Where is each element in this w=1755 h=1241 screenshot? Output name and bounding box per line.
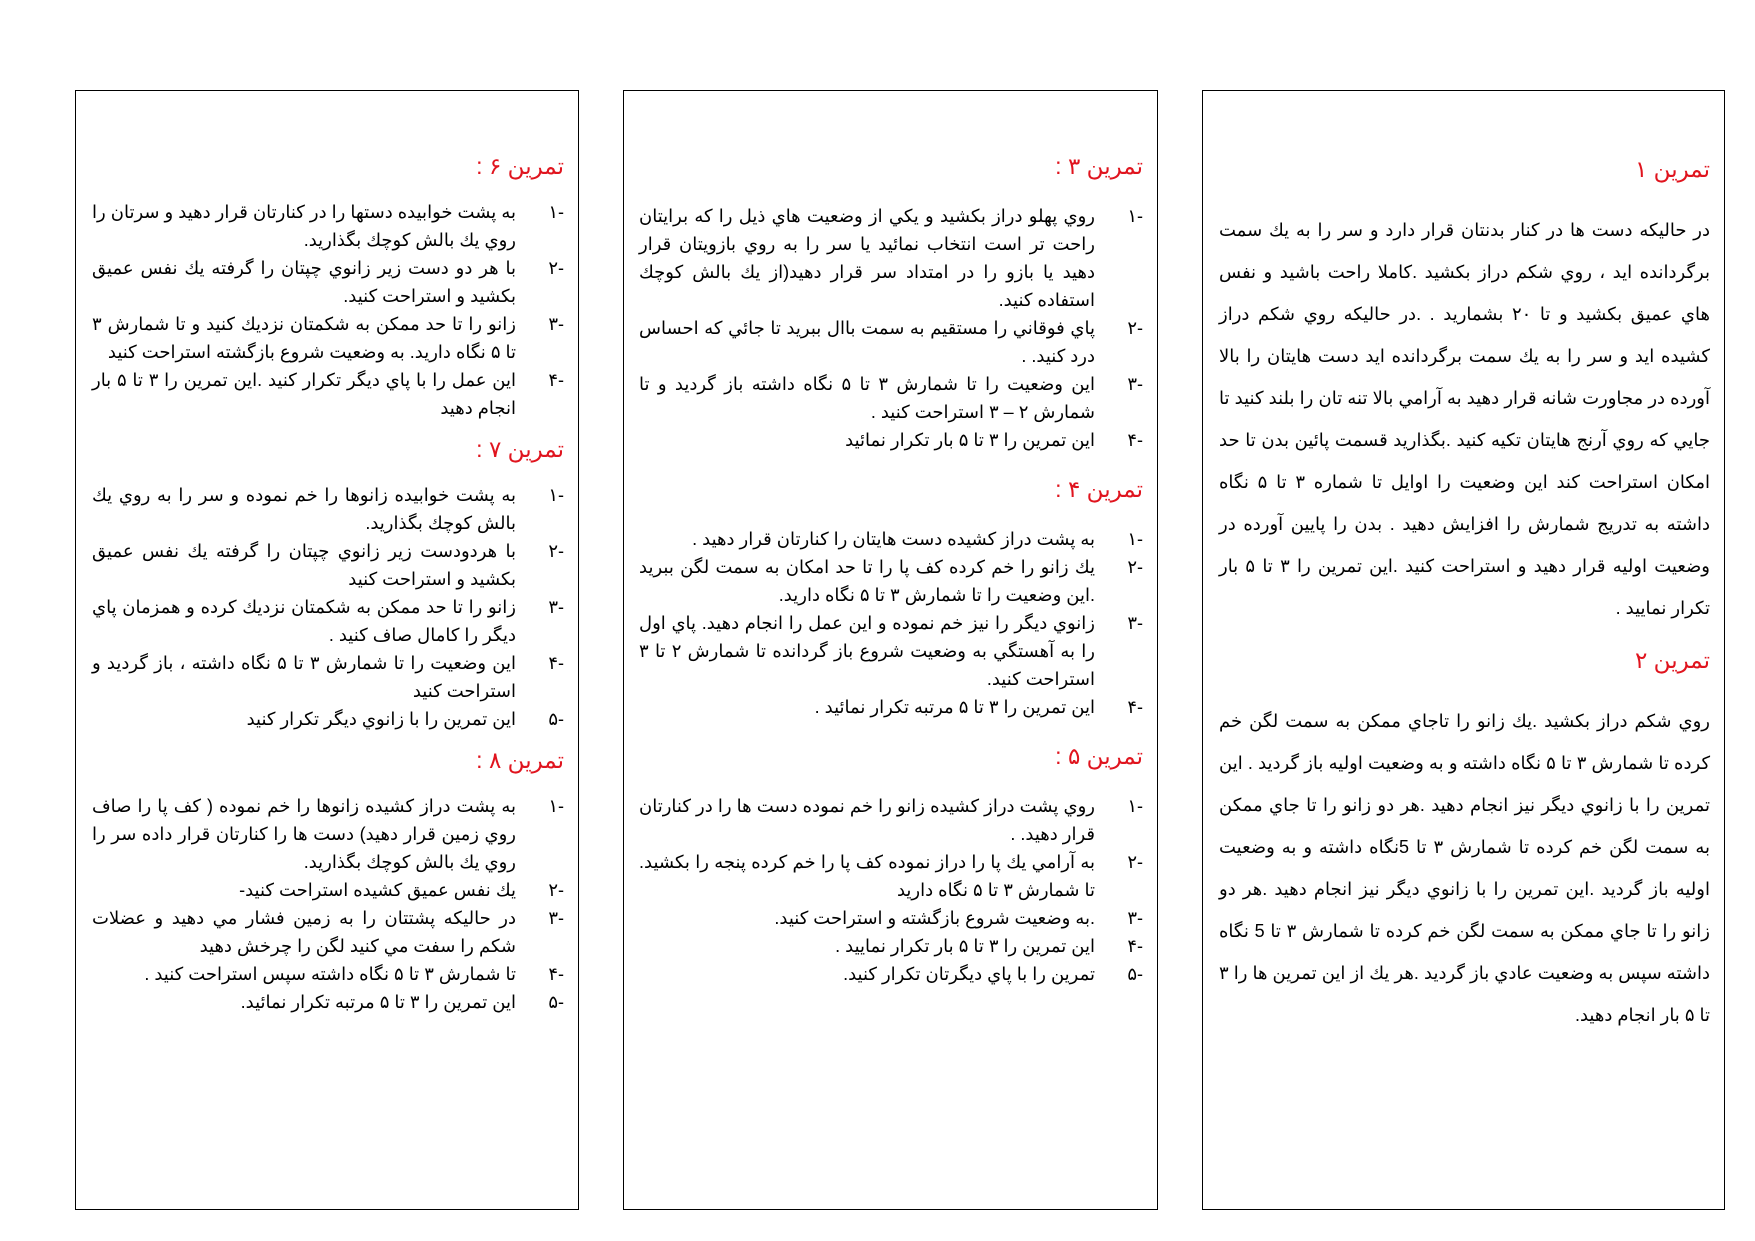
step-text: .به وضعيت شروع بازگشته و استراحت كنيد. bbox=[774, 908, 1095, 928]
exercise-title: تمرين ۷ : bbox=[476, 436, 564, 462]
step-text: اين وضعيت را تا شمارش ۳ تا ۵ نگاه داشته باز گرديد و تا شمارش ۲ – ۳ استراحت كنيد . bbox=[639, 374, 1096, 422]
exercise-1 bbox=[1219, 156, 1710, 629]
exercise-description: روي شكم دراز بكشيد .يك زانو را تاجاي ممكن به سمت لگن خم كرده تا شمارش ۳ تا ۵ نگاه داشته و به وضعيت اوليه باز گرديد . اين تمرين را با زانوي ديگر نيز انجام دهيد .هر دو زانو را تا جاي ممكن به سمت لگن خم كرده تا شمارش ۳ تا 5نگاه داشته و به وضعيت اوليه باز گرديد .اين تمرين را با زانوي ديگر نيز انجام دهيد .هر دو زانو را تا جاي ممكن به سمت لگن خم كرده تا شمارش ۳ تا 5 نگاه داشته سپس به وضعيت عادي باز گرديد .هر يك از اين تمرين ها را ۳ تا ۵ بار انجام دهيد. bbox=[1219, 711, 1711, 1025]
list-item bbox=[639, 609, 1143, 693]
step-text: اين تمرين را ۳ تا ۵ بار تكرار نمائيد bbox=[845, 430, 1095, 450]
list-item bbox=[92, 705, 564, 733]
step-number: -۱ bbox=[548, 796, 564, 816]
list-item bbox=[639, 370, 1143, 426]
step-number: -۵ bbox=[548, 709, 564, 729]
step-number: -۴ bbox=[1127, 697, 1143, 717]
exercise-4 bbox=[639, 476, 1143, 721]
list-item bbox=[92, 876, 564, 904]
step-text: روي پهلو دراز بكشيد و يكي از وضعيت هاي ذيل را كه برايتان راحت تر است انتخاب نمائيد يا سر را به روي بازويتان قرار دهيد يا بازو را در امتداد سر قرار دهيد(از يك بالش كوچك استفاده كنيد. bbox=[639, 206, 1095, 310]
step-number: -۵ bbox=[548, 992, 564, 1012]
exercise-7 bbox=[92, 436, 564, 733]
step-number: -۳ bbox=[1127, 613, 1143, 633]
list-item bbox=[92, 593, 564, 649]
step-number: -۱ bbox=[1127, 796, 1143, 816]
step-number: -۲ bbox=[1127, 557, 1143, 577]
list-item bbox=[639, 314, 1143, 370]
step-number: -۵ bbox=[1127, 964, 1143, 984]
list-item bbox=[639, 553, 1143, 609]
list-item bbox=[639, 792, 1143, 848]
step-text: زانو را تا حد ممكن به شكمتان نزديك كنيد و تا شمارش ۳ تا ۵ نگاه داريد. به وضعيت شروع بازگشته استراحت كنيد bbox=[92, 314, 516, 362]
list-item bbox=[92, 481, 564, 537]
step-list bbox=[639, 202, 1143, 454]
step-number: -۳ bbox=[1127, 908, 1143, 928]
list-item bbox=[639, 525, 1143, 553]
step-text: يك زانو را خم كرده كف پا را تا حد امكان به سمت لگن ببريد .اين وضعيت را تا شمارش ۳ تا ۵ نگاه داريد. bbox=[639, 557, 1095, 605]
exercise-title: تمرين ۵ : bbox=[1055, 743, 1143, 769]
exercise-title: تمرين ۲ bbox=[1634, 647, 1710, 673]
step-text: پاي فوقاني را مستقيم به سمت باال ببريد تا جائي كه احساس درد كنيد. . bbox=[639, 318, 1095, 366]
list-item bbox=[92, 649, 564, 705]
step-text: يك نفس عميق كشيده استراحت كنيد- bbox=[239, 880, 516, 900]
step-number: -۳ bbox=[1127, 374, 1143, 394]
step-text: روي پشت دراز كشيده زانو را خم نموده دست ها را در كنارتان قرار دهيد. . bbox=[639, 796, 1095, 844]
exercise-6 bbox=[92, 153, 564, 422]
step-number: -۴ bbox=[548, 370, 564, 390]
step-list bbox=[92, 481, 564, 733]
step-number: -۴ bbox=[1127, 936, 1143, 956]
step-number: -۴ bbox=[548, 653, 564, 673]
step-text: تا شمارش ۳ تا ۵ نگاه داشته سپس استراحت كنيد . bbox=[144, 964, 516, 984]
middle-panel bbox=[623, 90, 1158, 1210]
list-item bbox=[92, 198, 564, 254]
step-number: -۱ bbox=[1127, 206, 1143, 226]
exercise-title: تمرين ۸ : bbox=[476, 747, 564, 773]
step-text: اين تمرين را ۳ تا ۵ مرتبه تكرار نمائيد. bbox=[240, 992, 516, 1012]
step-number: -۱ bbox=[1127, 529, 1143, 549]
exercise-2 bbox=[1219, 647, 1710, 1036]
list-item bbox=[92, 366, 564, 422]
step-number: -۱ bbox=[548, 485, 564, 505]
step-number: -۳ bbox=[548, 314, 564, 334]
list-item bbox=[92, 792, 564, 876]
exercise-5 bbox=[639, 743, 1143, 988]
list-item bbox=[639, 904, 1143, 932]
list-item bbox=[92, 988, 564, 1016]
step-number: -۳ bbox=[548, 597, 564, 617]
step-text: تمرين را با پاي ديگرتان تكرار كنيد. bbox=[843, 964, 1095, 984]
step-text: اين وضعيت را تا شمارش ۳ تا ۵ نگاه داشته ، باز گرديد و استراحت كنيد bbox=[92, 653, 517, 701]
step-text: زانو را تا حد ممكن به شكمتان نزديك كرده و همزمان پاي ديگر را كامال صاف كنيد . bbox=[92, 597, 516, 645]
list-item bbox=[639, 426, 1143, 454]
exercise-title: تمرين ۴ : bbox=[1055, 476, 1143, 502]
step-number: -۱ bbox=[548, 202, 564, 222]
exercise-8 bbox=[92, 747, 564, 1016]
step-number: -۲ bbox=[1127, 318, 1143, 338]
right-panel bbox=[1202, 90, 1725, 1210]
step-text: به پشت خوابيده دستها را در كنارتان قرار دهيد و سرتان را روي يك بالش كوچك بگذاريد. bbox=[92, 202, 516, 250]
exercise-3 bbox=[639, 153, 1143, 454]
exercise-description: در حاليكه دست ها در كنار بدنتان قرار دارد و سر را به يك سمت برگردانده ايد ، روي شكم دراز بكشيد .كاملا راحت باشيد و نفس هاي عميق بكشيد و تا ۲۰ بشماريد . .در حاليكه روي شكم دراز كشيده ايد و سر را به يك سمت برگردانده ايد دست هايتان را بالا آورده در مجاورت شانه قرار دهيد به آرامي بالا تنه تان را بلند كنيد تا جايي كه روي آرنج هايتان تكيه كنيد .بگذاريد قسمت پائين بدن تا حد امكان استراحت كند اين وضعيت را اوايل تا شماره ۳ تا ۵ نگاه داشته به تدريج شمارش را افزايش دهيد . بدن را پايين آورده در وضعيت اوليه قرار دهيد و استراحت كنيد .اين تمرين را ۳ تا ۵ بار تكرار نماييد . bbox=[1219, 220, 1711, 618]
list-item bbox=[92, 537, 564, 593]
list-item bbox=[639, 848, 1143, 904]
step-text: اين تمرين را با زانوي ديگر تكرار كنيد bbox=[246, 709, 516, 729]
list-item bbox=[639, 932, 1143, 960]
exercise-title: تمرين ۱ bbox=[1634, 156, 1710, 182]
step-number: -۲ bbox=[548, 541, 564, 561]
step-number: -۳ bbox=[548, 908, 564, 928]
list-item bbox=[92, 310, 564, 366]
step-list bbox=[639, 792, 1143, 988]
step-text: به پشت دراز كشيده زانوها را خم نموده ( كف پا را صاف روي زمين قرار دهيد) دست ها را كنارتان قرار داده سر را روي يك بالش كوچك بگذاريد. bbox=[92, 796, 516, 872]
step-number: -۲ bbox=[548, 880, 564, 900]
list-item bbox=[92, 960, 564, 988]
step-text: زانوي ديگر را نيز خم نموده و اين عمل را انجام دهيد. پاي اول را به آهستگي به وضعيت شروع باز گردانده تا شمارش ۲ تا ۳ استراحت كنيد. bbox=[639, 613, 1095, 689]
exercise-title: تمرين ۶ : bbox=[476, 153, 564, 179]
step-list bbox=[92, 792, 564, 1016]
step-text: به پشت خوابيده زانوها را خم نموده و سر را به روي يك بالش كوچك بگذاريد. bbox=[92, 485, 516, 533]
step-number: -۴ bbox=[1127, 430, 1143, 450]
step-list bbox=[92, 198, 564, 422]
step-text: به پشت دراز كشيده دست هايتان را كنارتان قرار دهيد . bbox=[692, 529, 1095, 549]
step-number: -۲ bbox=[1127, 852, 1143, 872]
step-text: با هردودست زير زانوي چپتان را گرفته يك نفس عميق بكشيد و استراحت كنيد bbox=[92, 541, 516, 589]
list-item bbox=[639, 960, 1143, 988]
step-text: در حاليكه پشتتان را به زمين فشار مي دهيد و عضلات شكم را سفت مي كنيد لگن را چرخش دهيد bbox=[92, 908, 516, 956]
list-item bbox=[639, 202, 1143, 314]
step-text: اين تمرين را ۳ تا ۵ بار تكرار نماييد . bbox=[835, 936, 1095, 956]
step-text: اين عمل را با پاي ديگر تكرار كنيد .اين تمرين را ۳ تا ۵ بار انجام دهيد bbox=[92, 370, 517, 418]
exercise-title: تمرين ۳ : bbox=[1055, 153, 1143, 179]
step-number: -۴ bbox=[548, 964, 564, 984]
step-number: -۲ bbox=[548, 258, 564, 278]
list-item bbox=[639, 693, 1143, 721]
left-panel bbox=[75, 90, 579, 1210]
list-item bbox=[92, 254, 564, 310]
step-text: با هر دو دست زير زانوي چپتان را گرفته يك نفس عميق بكشيد و استراحت كنيد. bbox=[92, 258, 516, 306]
step-text: به آرامي يك پا را دراز نموده كف پا را خم كرده پنجه را بكشيد. تا شمارش ۳ تا ۵ نگاه داريد bbox=[639, 852, 1095, 900]
list-item bbox=[92, 904, 564, 960]
step-text: اين تمرين را ۳ تا ۵ مرتبه تكرار نمائيد . bbox=[814, 697, 1095, 717]
step-list bbox=[639, 525, 1143, 721]
